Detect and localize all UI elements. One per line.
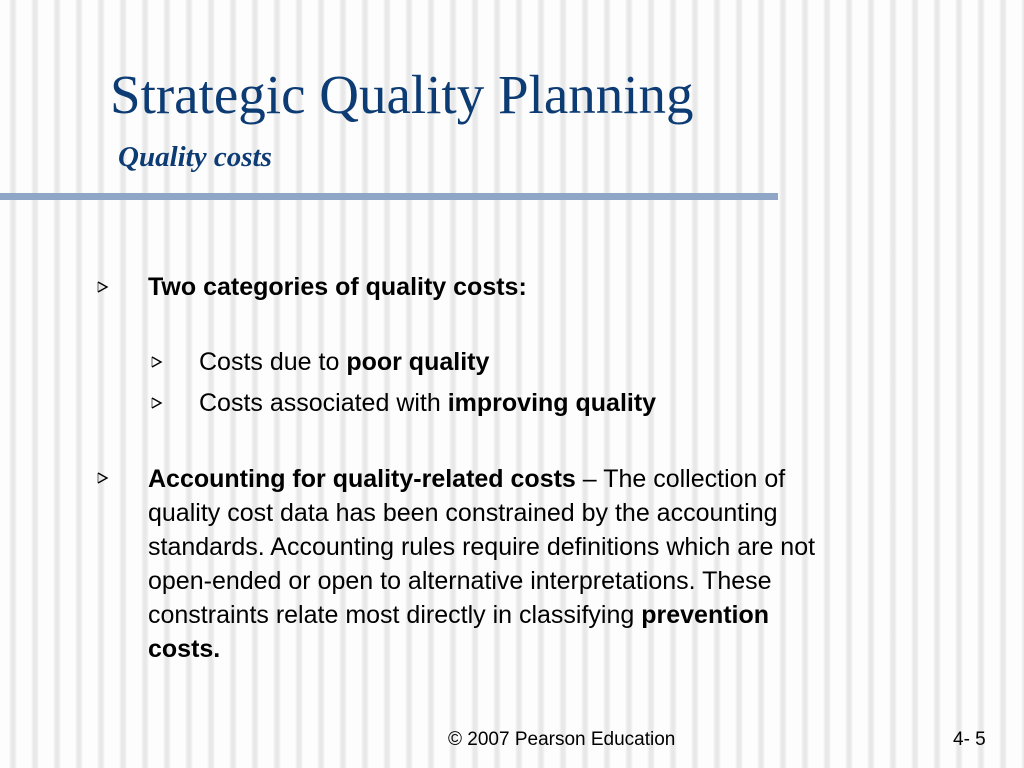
paragraph-line xyxy=(148,530,928,564)
paragraph-line xyxy=(148,462,928,496)
arrow-bullet-icon xyxy=(97,472,109,484)
sub-bullet-emphasis: improving quality xyxy=(447,389,657,417)
paragraph-text: open-ended or open to alternative interpretations. These xyxy=(148,567,772,595)
paragraph-line xyxy=(148,632,928,666)
bullet-item-accounting xyxy=(148,462,928,666)
sub-bullet-text: Costs associated with xyxy=(199,389,448,417)
slide-subtitle: Quality costs xyxy=(118,141,272,173)
arrow-bullet-icon xyxy=(151,356,163,368)
paragraph-line xyxy=(148,496,928,530)
paragraph-line xyxy=(148,564,928,598)
page-number: 4- 5 xyxy=(953,729,986,750)
sub-bullet-poor-quality xyxy=(199,345,489,379)
arrow-bullet-icon xyxy=(97,281,109,293)
paragraph-emphasis: prevention xyxy=(641,601,770,629)
paragraph-emphasis: Accounting for quality-related costs xyxy=(148,465,576,493)
arrow-bullet-icon xyxy=(151,397,163,409)
slide-title: Strategic Quality Planning xyxy=(110,64,694,125)
sub-bullet-emphasis: poor quality xyxy=(346,348,490,376)
paragraph-text: quality cost data has been constrained by the accounting xyxy=(148,499,778,527)
sub-bullet-improving-quality xyxy=(199,386,656,420)
paragraph-text: constraints relate most directly in classifying xyxy=(148,601,642,629)
bullet-label: Two categories of quality costs: xyxy=(148,273,527,301)
footer-copyright: © 2007 Pearson Education xyxy=(448,729,676,750)
paragraph-line xyxy=(148,598,928,632)
paragraph-emphasis: costs. xyxy=(148,635,221,663)
paragraph-text: – The collection of xyxy=(575,465,786,493)
sub-bullet-text: Costs due to xyxy=(199,348,347,376)
paragraph-text: standards. Accounting rules require definitions which are not xyxy=(148,533,816,561)
bullet-item-categories xyxy=(148,270,527,304)
